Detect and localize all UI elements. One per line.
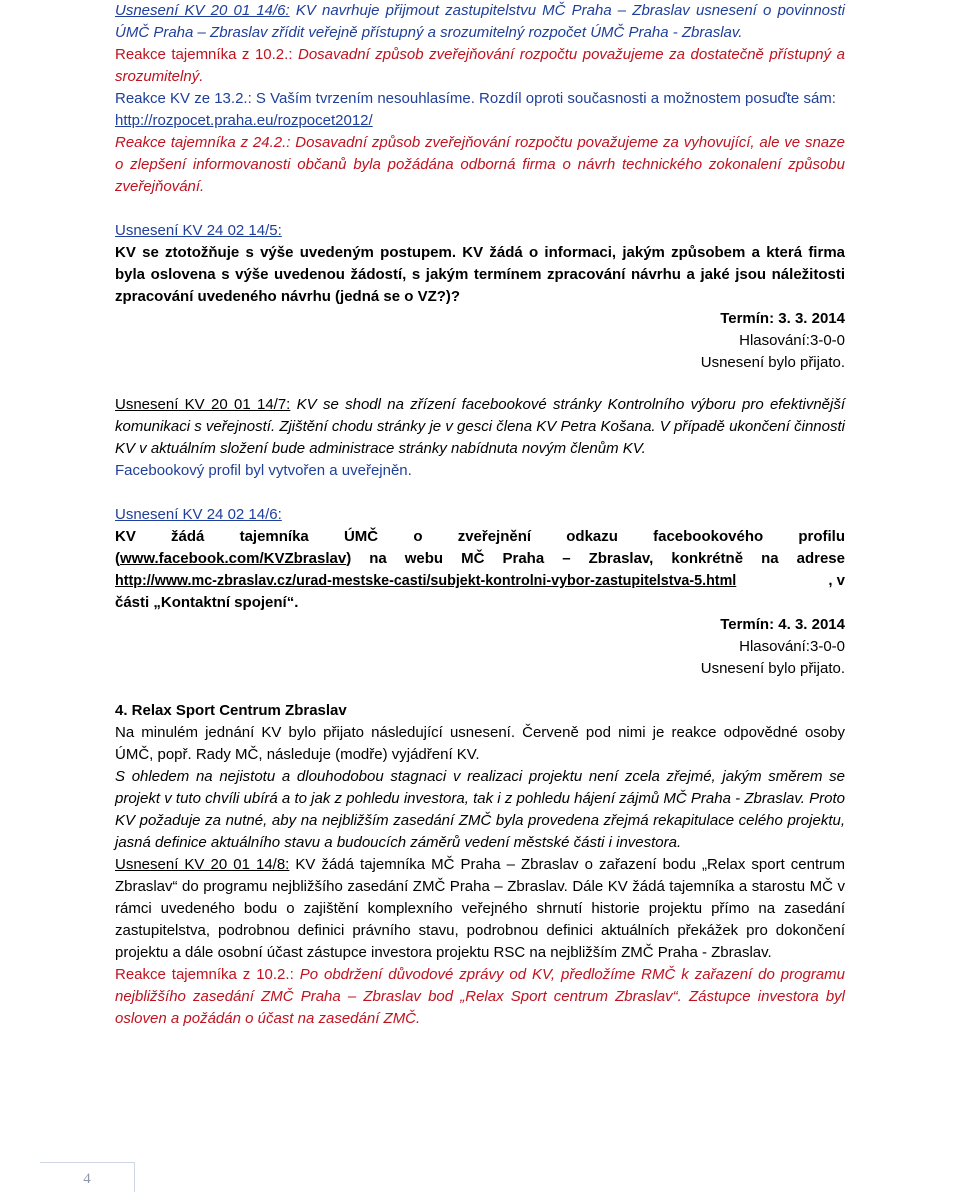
- reakce-text: Dosavadní způsob zveřejňování rozpočtu považujeme za dostatečně přístupný a srozumitelný.: [115, 46, 845, 85]
- document-page: [115, 0, 845, 1030]
- resolution-ref: Usnesení KV 20 01 14/8:: [115, 856, 290, 873]
- section-intro: Na minulém jednání KV bylo přijato následující usnesení. Červeně pod nimi je reakce odpovědné osoby ÚMČ, popř. Rady MČ, následuje (modře) vyjádření KV.: [115, 724, 845, 763]
- reakce-tajemnika-24-2: [115, 132, 845, 198]
- reakce-tajemnika-10-2-rsc: [115, 964, 845, 1030]
- kv-resolution-14-6b-line2: (www.facebook.com/KVZbraslav) na webu MČ Praha – Zbraslav, konkrétně na adrese: [115, 550, 845, 567]
- hlasovani: Hlasování:3-0-0: [739, 332, 845, 349]
- resolution-text: KV žádá tajemníka MČ Praha – Zbraslav o zařazení bodu „Relax sport centrum Zbraslav“ do programu nejbližšího zasedání ZMČ Praha – Zbraslav. Dále KV žádá tajemníka a starostu MČ v rámci uvedeného bodu o zajištění komplexního veřejného shrnutí historie projektu přímo na zasedání zastupitelstva, podrobnou definici právního stavu, podrobnou definici aktuálních překážek pro dokončení projektu a dále osobní účast zástupce investora projektu RSC na nejbližším ZMČ Praha - Zbraslav.: [115, 856, 845, 961]
- facebook-note: Facebookový profil byl vytvořen a uveřejněn.: [115, 462, 412, 479]
- reakce-tajemnika-10-2: [115, 44, 845, 88]
- usneseni-prijato: Usnesení bylo přijato.: [700, 660, 845, 677]
- resolution-ref: Usnesení KV 20 01 14/7:: [115, 396, 291, 413]
- page-number: 4: [83, 1171, 91, 1187]
- rozpocet-link[interactable]: http://rozpocet.praha.eu/rozpocet2012/: [115, 112, 373, 129]
- kv-resolution-ref-14-5: Usnesení KV 24 02 14/5:: [115, 222, 282, 239]
- reakce-kv-text: S Vaším tvrzením nesouhlasíme. Rozdíl oproti současnosti a možnostem posuďte sám:: [251, 90, 836, 107]
- kv-resolution-14-6b-line3: http://www.mc-zbraslav.cz/urad-mestske-casti/subjekt-kontrolni-vybor-zastupitelstva-5.html , v: [115, 572, 845, 589]
- section-italic-paragraph: S ohledem na nejistotu a dlouhodobou stagnaci v realizaci projektu není zcela zřejmé, jakým směrem se projekt v tuto chvíli ubírá a to jak z pohledu investora, tak i z pohledu hájení zájmů MČ Praha - Zbraslav. Proto KV požaduje za nutné, aby na nejbližším zasedání ZMČ byla provedena zřejmá rekapitulace celého projektu, jasná definice aktuálního stavu a budoucích záměrů vedení městské části i investora.: [115, 768, 845, 851]
- reakce-label: Reakce tajemníka z 10.2.:: [115, 46, 293, 63]
- reakce-label: Reakce tajemníka z 10.2.:: [115, 966, 294, 983]
- kv-resolution-14-6b-line1: KV žádá tajemníka ÚMČ o zveřejnění odkazu facebookového profilu: [115, 528, 845, 545]
- reakce-text: Po obdržení důvodové zprávy od KV, předložíme RMČ k zařazení do programu nejbližšího zasedání ZMČ Praha – Zbraslav bod „Relax Sport centrum Zbraslav“. Zástupce investora byl osloven a požádán o účast na zasedání ZMČ.: [115, 966, 845, 1027]
- facebook-link[interactable]: www.facebook.com/KVZbraslav: [120, 550, 347, 567]
- page-number-box: [40, 1162, 135, 1192]
- kv-resolution-14-6: [115, 0, 845, 44]
- section-heading-relax-sport: 4. Relax Sport Centrum Zbraslav: [115, 702, 347, 719]
- termin: Termín: 3. 3. 2014: [720, 310, 845, 327]
- mc-zbraslav-link[interactable]: http://www.mc-zbraslav.cz/urad-mestske-casti/subjekt-kontrolni-vybor-zastupitelstva-5.html: [115, 573, 737, 589]
- resolution-ref: Usnesení KV 20 01 14/6:: [115, 2, 290, 19]
- kv-resolution-ref-14-6b: Usnesení KV 24 02 14/6:: [115, 506, 282, 523]
- reakce-label: Reakce tajemníka z 24.2.:: [115, 134, 291, 151]
- reakce-text: Dosavadní způsob zveřejňování rozpočtu považujeme za vyhovující, ale ve snaze o zlepšení informovanosti občanů byla požádána odborná firma o návrh technického zokonalení způsobu zveřejňování.: [115, 134, 845, 195]
- usneseni-prijato: Usnesení bylo přijato.: [700, 354, 845, 371]
- kv-resolution-14-6b-line4: části „Kontaktní spojení“.: [115, 594, 299, 611]
- resolution-text: KV navrhuje přijmout zastupitelstvu MČ Praha – Zbraslav usnesení o povinnosti ÚMČ Praha – Zbraslav zřídit veřejně přístupný a srozumitelný rozpočet ÚMČ Praha - Zbraslav.: [115, 2, 845, 41]
- reakce-kv-label: Reakce KV ze 13.2.:: [115, 90, 252, 107]
- kv-resolution-14-8: [115, 854, 845, 964]
- termin: Termín: 4. 3. 2014: [720, 616, 845, 633]
- kv-resolution-14-7: [115, 394, 845, 460]
- hlasovani: Hlasování:3-0-0: [739, 638, 845, 655]
- reakce-kv-13-2: [115, 88, 845, 132]
- kv-resolution-14-5-text: KV se ztotožňuje s výše uvedeným postupem. KV žádá o informaci, jakým způsobem a která firma byla oslovena s výše uvedenou žádostí, s jakým termínem zpracování návrhu a jaké jsou náležitosti zpracování uvedeného návrhu (jedná se o VZ?)?: [115, 244, 845, 305]
- resolution-text: KV se shodl na zřízení facebookové stránky Kontrolního výboru pro efektivnější komunikaci s veřejností. Zjištění chodu stránky je v gesci člena KV Petra Košana. V případě ukončení činnosti KV v aktuálním složení bude administrace stránky nabídnuta novým členům KV.: [115, 396, 846, 457]
